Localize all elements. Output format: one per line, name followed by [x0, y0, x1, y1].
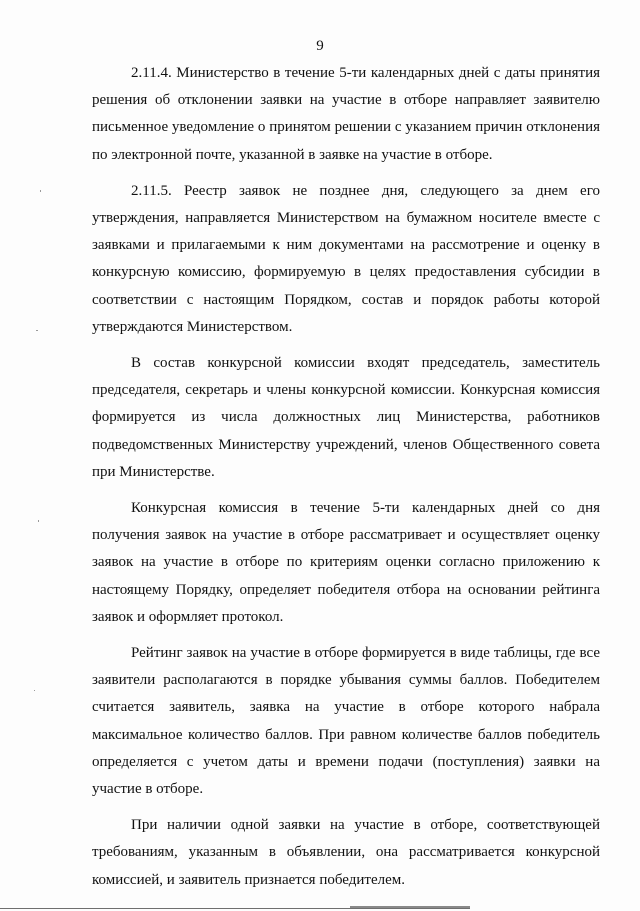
- scan-bottom-edge-dark: [350, 906, 470, 908]
- scan-artifact-left-3: [38, 520, 39, 522]
- paragraph-2-11-5: 2.11.5. Реестр заявок не позднее дня, следующего за днем его утверждения, направляется Министерством на бумажном носителе вместе с заявками и прилагаемыми к ним документами на рассмотрение и оценку в конкурсную комиссию, формируемую в целях предоставления субсидии в соответствии с настоящим Порядком, состав и порядок работы которой утверждаются Министерством.: [92, 182, 600, 335]
- scan-artifact-left-1: [40, 190, 41, 192]
- paragraph-2-11-4: 2.11.4. Министерство в течение 5-ти календарных дней с даты принятия решения об отклонении заявки на участие в отборе направляет заявителю письменное уведомление о принятом решении с указанием причин отклонения по электронной почте, указанной в заявке на участие в отборе.: [92, 65, 600, 163]
- scan-artifact-left-4: [34, 690, 35, 691]
- page-number: 9: [316, 38, 324, 54]
- scan-artifact-left-2: [36, 330, 38, 331]
- paragraph-single-application: При наличии одной заявки на участие в отборе, соответствующей требованиям, указанным в объявлении, она рассматривается конкурсной комиссией, и заявитель признается победителем.: [92, 817, 600, 888]
- paragraph-commission-review: Конкурсная комиссия в течение 5-ти календарных дней со дня получения заявок на участие в отборе рассматривает и осуществляет оценку заявок на участие в отборе по критериям оценки согласно приложению к настоящему Порядку, определяет победителя отбора на основании рейтинга заявок и оформляет протокол.: [92, 500, 600, 625]
- paragraph-commission-composition: В состав конкурсной комиссии входят председатель, заместитель председателя, секретарь и члены конкурсной комиссии. Конкурсная комиссия формируется из числа должностных лиц Министерства, работников подведомственных Министерству учреждений, членов Общественного совета при Министерстве.: [92, 355, 600, 480]
- document-body: [92, 60, 600, 903]
- scan-bottom-edge: [0, 908, 470, 909]
- paragraph-rating: Рейтинг заявок на участие в отборе формируется в виде таблицы, где все заявители располагаются в порядке убывания суммы баллов. Победителем считается заявитель, заявка на участие в отборе которого набрала максимальное количество баллов. При равном количестве баллов победитель определяется с учетом даты и времени подачи (поступления) заявки на участие в отборе.: [92, 645, 600, 798]
